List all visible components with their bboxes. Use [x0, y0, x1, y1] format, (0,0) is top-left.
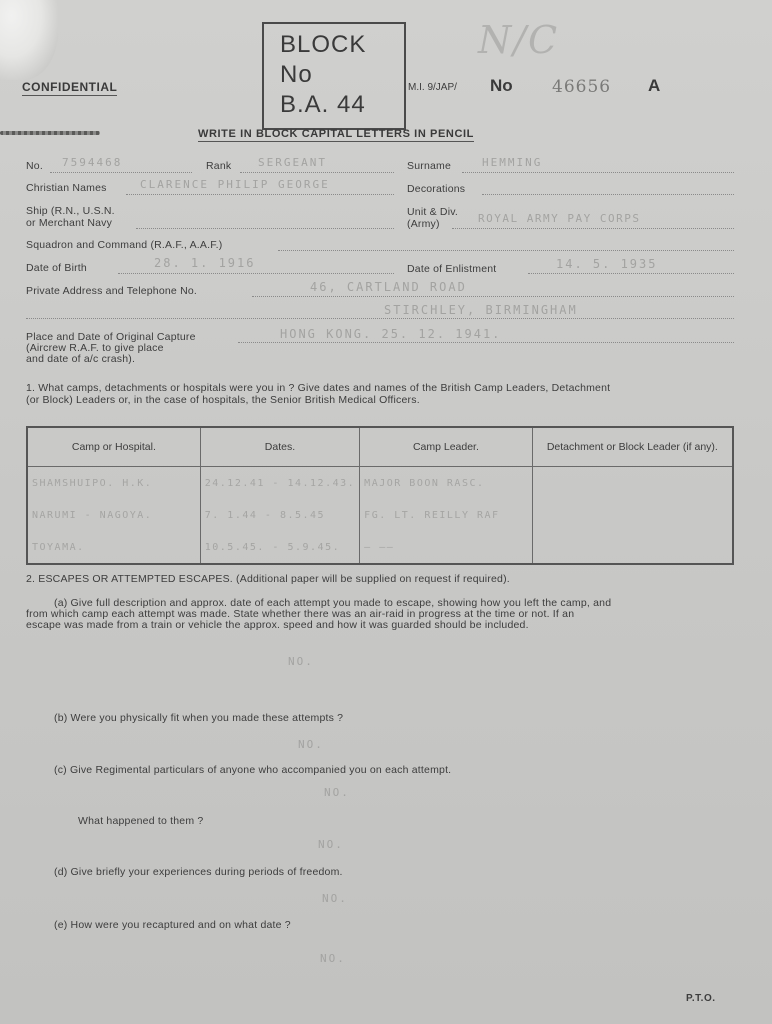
q2-title: 2. ESCAPES OR ATTEMPTED ESCAPES. (Additional paper will be supplied on request if required).	[26, 573, 510, 585]
q2c-answer: NO.	[324, 786, 350, 799]
table-cell: 7. 1.44 - 8.5.45	[200, 499, 359, 531]
col-leader-header: Camp Leader.	[360, 427, 533, 467]
col-detachment-header: Detachment or Block Leader (if any).	[532, 427, 733, 467]
capture-label-1: Place and Date of Original Capture	[26, 331, 196, 343]
dob-label: Date of Birth	[26, 262, 87, 274]
no-label: No.	[26, 160, 43, 172]
dob-value: 28. 1. 1916	[154, 256, 256, 270]
instruction-heading: WRITE IN BLOCK CAPITAL LETTERS IN PENCIL	[198, 128, 474, 140]
address-label: Private Address and Telephone No.	[26, 285, 198, 297]
q2a-text-1: (a) Give full description and approx. date of each attempt you made to escape, showing how you left the camp, and	[54, 597, 612, 609]
ship-label-1: Ship (R.N., U.S.N.	[26, 205, 115, 217]
q2c-sub-answer: NO.	[318, 838, 344, 851]
capture-label-3: and date of a/c crash).	[26, 353, 136, 365]
address-line-1: 46, CARTLAND ROAD	[310, 280, 467, 294]
stamp-line-1: BLOCK	[280, 31, 367, 58]
q2a-text-2: from which camp each attempt was made. State whether there was an air-raid in progress at the time or not. If an	[26, 608, 575, 620]
table-cell: — ——	[360, 531, 533, 564]
stamp-line-3: B.A. 44	[280, 91, 366, 118]
table-cell: MAJOR BOON RASC.	[360, 467, 533, 500]
form-suffix: A	[648, 76, 661, 95]
table-cell: TOYAMA.	[32, 541, 85, 553]
col-camp-header: Camp or Hospital.	[27, 427, 200, 467]
block-stamp	[262, 22, 406, 130]
christian-names-label: Christian Names	[26, 182, 107, 194]
col-dates-header: Dates.	[200, 427, 359, 467]
camps-table	[26, 426, 734, 565]
stamp-line-2: No	[280, 61, 313, 88]
unit-label-2: (Army)	[407, 218, 440, 230]
squadron-label: Squadron and Command (R.A.F., A.A.F.)	[26, 239, 223, 251]
form-reference: M.I. 9/JAP/	[408, 82, 457, 93]
table-row	[27, 531, 733, 564]
q2d-text: (d) Give briefly your experiences during periods of freedom.	[54, 866, 343, 878]
unit-label-1: Unit & Div.	[407, 206, 459, 218]
address-line-2: STIRCHLEY, BIRMINGHAM	[384, 303, 578, 317]
q2e-text: (e) How were you recaptured and on what date ?	[54, 919, 291, 931]
capture-value: HONG KONG. 25. 12. 1941.	[280, 327, 502, 341]
ship-label-2: or Merchant Navy	[26, 217, 113, 229]
no-value: 7594468	[62, 156, 123, 169]
table-cell	[532, 499, 733, 531]
q2e-answer: NO.	[320, 952, 346, 965]
table-header-row	[27, 427, 733, 467]
q2b-answer: NO.	[298, 738, 324, 751]
number-prefix: No	[490, 76, 513, 95]
table-row	[27, 499, 733, 531]
table-cell: SHAMSHUIPO. H.K.	[32, 477, 153, 489]
unit-value: ROYAL ARMY PAY CORPS	[478, 212, 641, 225]
q1-text-1: 1. What camps, detachments or hospitals were you in ? Give dates and names of the British Camp Leaders, Detachment	[26, 382, 611, 394]
table-cell: NARUMI - NAGOYA.	[32, 509, 153, 521]
form-number: 46656	[552, 77, 612, 97]
q2d-answer: NO.	[322, 892, 348, 905]
table-row	[27, 467, 733, 500]
table-cell: 10.5.45. - 5.9.45.	[200, 531, 359, 564]
table-cell	[532, 531, 733, 564]
q1-text-2: (or Block) Leaders or, in the case of hospitals, the Senior British Medical Officers.	[26, 394, 420, 406]
pto-label: P.T.O.	[686, 993, 716, 1004]
table-cell: 24.12.41 - 14.12.43.	[200, 467, 359, 500]
table-cell: FG. LT. REILLY RAF	[360, 499, 533, 531]
enlistment-label: Date of Enlistment	[407, 263, 497, 275]
surname-label: Surname	[407, 160, 452, 172]
q2b-text: (b) Were you physically fit when you made these attempts ?	[54, 712, 344, 724]
q2a-text-3: escape was made from a train or vehicle the approx. speed and how it was guarded should be included.	[26, 619, 529, 631]
treasury-tag-string	[0, 131, 100, 135]
q2c-sub-text: What happened to them ?	[78, 815, 204, 827]
christian-names-value: CLARENCE PHILIP GEORGE	[140, 178, 330, 191]
q2c-text: (c) Give Regimental particulars of anyone who accompanied you on each attempt.	[54, 764, 452, 776]
capture-label-2: (Aircrew R.A.F. to give place	[26, 342, 164, 354]
enlistment-value: 14. 5. 1935	[556, 257, 658, 271]
surname-value: HEMMING	[482, 156, 543, 169]
rank-label: Rank	[206, 160, 232, 172]
q2a-answer: NO.	[288, 655, 314, 668]
decorations-label: Decorations	[407, 183, 466, 195]
rank-value: SERGEANT	[258, 156, 327, 169]
handwritten-mark: N/C	[478, 18, 560, 62]
punch-hole	[0, 0, 58, 80]
table-cell	[532, 467, 733, 500]
confidential-heading: CONFIDENTIAL	[22, 80, 118, 94]
